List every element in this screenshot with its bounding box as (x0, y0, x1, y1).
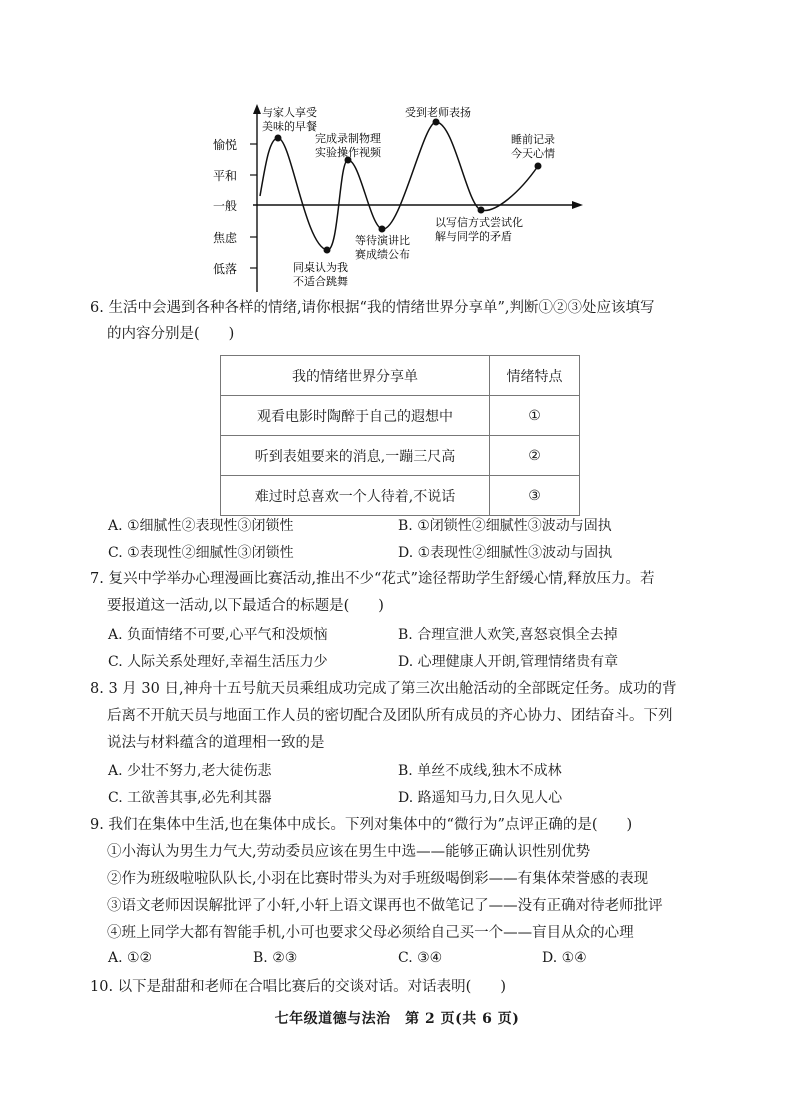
curve-point (275, 135, 282, 142)
q9-item-1: ①小海认为男生力气大,劳动委员应该在男生中选——能够正确认识性别优势 (107, 844, 591, 860)
y-level-label: 焦虑 (213, 231, 238, 245)
q9-item-4: ④班上同学大都有智能手机,小可也要求父母必须给自己买一个——盲目从众的心理 (107, 925, 634, 941)
q6-option-c[interactable]: C. ①表现性②细腻性③闭锁性 (108, 545, 294, 561)
table-cell: 难过时总喜欢一个人待着,不说话 (221, 476, 490, 516)
q8-option-b[interactable]: B. 单丝不成线,独木不成林 (398, 763, 562, 779)
curve-point (535, 163, 542, 170)
y-level-label: 愉悦 (213, 138, 238, 152)
annotation-physics-video-line2: 实验操作视频 (315, 146, 381, 159)
annotation-speech-result-line2: 赛成绩公布 (355, 248, 410, 261)
q9-option-d[interactable]: D. ①④ (542, 950, 587, 966)
y-level-label: 平和 (213, 169, 238, 183)
x-axis-arrow (572, 201, 583, 209)
q7-stem-line2: 要报道这一活动,以下最适合的标题是( ) (107, 598, 384, 614)
annotation-breakfast-line2: 美味的早餐 (262, 120, 317, 133)
annotation-diary-line2: 今天心情 (511, 147, 555, 160)
table-header: 我的情绪世界分享单 (221, 356, 490, 396)
q9-stem-line1: 9. 我们在集体中生活,也在集体中成长。下列对集体中的“微行为”点评正确的是( ) (90, 817, 633, 833)
annotation-diary-line1: 睡前记录 (511, 133, 555, 146)
q10-stem-line1: 10. 以下是甜甜和老师在合唱比赛后的交谈对话。对话表明( ) (90, 979, 506, 995)
annotation-deskmate-line2: 不适合跳舞 (293, 275, 348, 288)
annotation-deskmate-line1: 同桌认为我 (293, 261, 348, 274)
q8-option-d[interactable]: D. 路遥知马力,日久见人心 (398, 790, 563, 806)
q9-item-3: ③语文老师因误解批评了小轩,小轩上语文课再也不做笔记了——没有正确对待老师批评 (107, 898, 663, 914)
q6-option-b[interactable]: B. ①闭锁性②细腻性③波动与固执 (398, 518, 612, 534)
q9-option-b[interactable]: B. ②③ (253, 950, 298, 966)
q7-option-a[interactable]: A. 负面情绪不可要,心平气和没烦恼 (108, 627, 328, 643)
y-level-label: 一般 (213, 199, 238, 213)
table-header-row (221, 356, 580, 396)
q8-option-c[interactable]: C. 工欲善其事,必先利其器 (108, 790, 272, 806)
q8-option-a[interactable]: A. 少壮不努力,老大徒伤悲 (108, 763, 272, 779)
curve-point (324, 247, 331, 254)
table-row (221, 396, 580, 436)
q8-stem-line2: 后离不开航天员与地面工作人员的密切配合及团队所有成员的齐心协力、团结奋斗。下列 (107, 708, 673, 724)
q6-stem-line1: 6. 生活中会遇到各种各样的情绪,请你根据“我的情绪世界分享单”,判断①②③处应该填写 (90, 300, 655, 316)
q7-option-b[interactable]: B. 合理宣泄人欢笑,喜怒哀惧全去掉 (398, 627, 618, 643)
annotation-letter-line1: 以写信方式尝试化 (435, 216, 523, 229)
page-footer: 七年级道德与法治 第 2 页(共 6 页) (274, 1011, 520, 1027)
emotion-share-table (220, 355, 580, 516)
curve-point (379, 226, 386, 233)
table-row (221, 476, 580, 516)
table-header: 情绪特点 (490, 356, 580, 396)
emotion-curve-diagram (205, 98, 595, 294)
q9-item-2: ②作为班级啦啦队队长,小羽在比赛时带头为对手班级喝倒彩——有集体荣誉感的表现 (107, 871, 649, 887)
table-cell: 听到表姐要来的消息,一蹦三尺高 (221, 436, 490, 476)
y-level-label: 低落 (213, 262, 238, 276)
annotation-breakfast-line1: 与家人享受 (262, 106, 317, 119)
q9-option-c[interactable]: C. ③④ (398, 950, 443, 966)
table-cell: ① (490, 396, 580, 436)
q7-stem-line1: 7. 复兴中学举办心理漫画比赛活动,推出不少“花式”途径帮助学生舒缓心情,释放压力。若 (90, 571, 655, 587)
table-cell: 观看电影时陶醉于自己的遐想中 (221, 396, 490, 436)
table-row (221, 436, 580, 476)
q6-option-a[interactable]: A. ①细腻性②表现性③闭锁性 (108, 518, 294, 534)
q9-option-a[interactable]: A. ①② (108, 950, 153, 966)
q6-option-d[interactable]: D. ①表现性②细腻性③波动与固执 (398, 545, 613, 561)
table-cell: ③ (490, 476, 580, 516)
curve-point (478, 207, 485, 214)
q6-stem-line2: 的内容分别是( ) (107, 326, 235, 342)
q8-stem-line3: 说法与材料蕴含的道理相一致的是 (107, 735, 325, 751)
table-cell: ② (490, 436, 580, 476)
annotation-teacher-praise: 受到老师表扬 (405, 106, 471, 119)
q7-option-c[interactable]: C. 人际关系处理好,幸福生活压力少 (108, 654, 328, 670)
y-axis-arrow (253, 104, 261, 114)
q7-option-d[interactable]: D. 心理健康人开朗,管理情绪贵有章 (398, 654, 619, 670)
q8-stem-line1: 8. 3 月 30 日,神舟十五号航天员乘组成功完成了第三次出舱活动的全部既定任务。成功的背 (90, 681, 677, 697)
annotation-physics-video-line1: 完成录制物理 (315, 132, 381, 145)
annotation-speech-result-line1: 等待演讲比 (355, 234, 410, 247)
curve-point (433, 119, 440, 126)
annotation-letter-line2: 解与同学的矛盾 (435, 230, 512, 243)
